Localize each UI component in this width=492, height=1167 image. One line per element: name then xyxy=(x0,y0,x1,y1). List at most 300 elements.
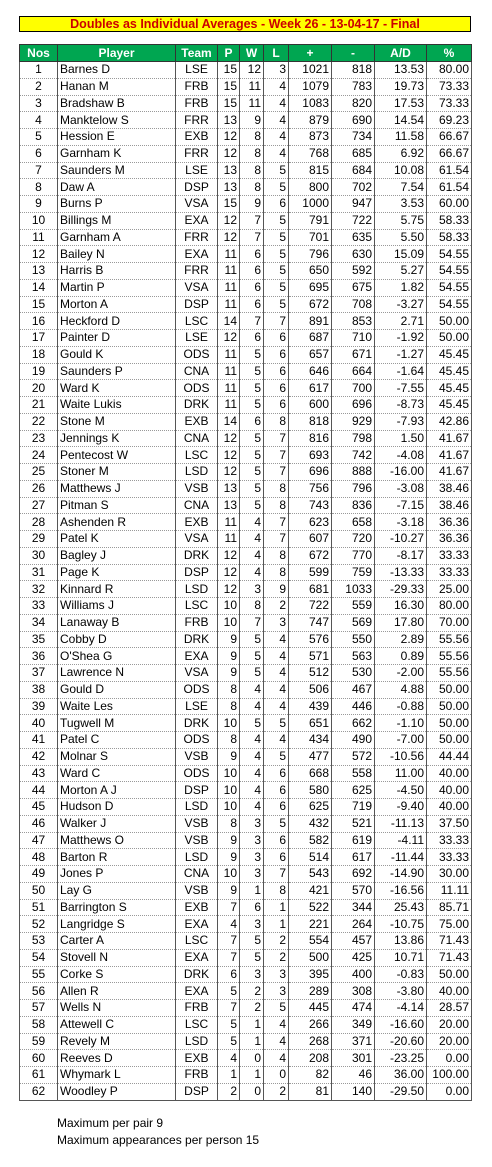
cell-points-against: 685 xyxy=(332,145,375,162)
cell-percentage: 73.33 xyxy=(427,95,472,112)
table-row xyxy=(20,866,472,883)
cell-average-difference: 5.50 xyxy=(375,229,427,246)
cell-average-difference: -10.75 xyxy=(375,916,427,933)
cell-average-difference: 16.30 xyxy=(375,598,427,615)
cell-average-difference: -4.08 xyxy=(375,447,427,464)
cell-lost: 3 xyxy=(264,983,289,1000)
cell-percentage: 61.54 xyxy=(427,179,472,196)
cell-nos: 33 xyxy=(20,598,58,615)
cell-player: Carter A xyxy=(58,933,176,950)
table-row xyxy=(20,430,472,447)
cell-won: 3 xyxy=(240,916,264,933)
cell-nos: 62 xyxy=(20,1083,58,1100)
cell-won: 3 xyxy=(240,815,264,832)
cell-points-against: 625 xyxy=(332,782,375,799)
cell-team: FRR xyxy=(176,145,218,162)
header-played: P xyxy=(218,45,240,62)
cell-nos: 56 xyxy=(20,983,58,1000)
cell-lost: 5 xyxy=(264,296,289,313)
cell-nos: 27 xyxy=(20,497,58,514)
cell-team: FRB xyxy=(176,1067,218,1084)
cell-percentage: 80.00 xyxy=(427,598,472,615)
cell-average-difference: -11.44 xyxy=(375,849,427,866)
cell-played: 11 xyxy=(218,514,240,531)
cell-points-for: 445 xyxy=(289,1000,332,1017)
cell-average-difference: -7.55 xyxy=(375,380,427,397)
cell-points-against: 671 xyxy=(332,346,375,363)
cell-won: 6 xyxy=(240,263,264,280)
cell-won: 7 xyxy=(240,229,264,246)
cell-points-against: 617 xyxy=(332,849,375,866)
cell-points-for: 668 xyxy=(289,765,332,782)
cell-nos: 13 xyxy=(20,263,58,280)
cell-points-against: 770 xyxy=(332,547,375,564)
cell-won: 6 xyxy=(240,246,264,263)
cell-points-for: 815 xyxy=(289,162,332,179)
cell-played: 10 xyxy=(218,782,240,799)
cell-percentage: 20.00 xyxy=(427,1033,472,1050)
cell-played: 11 xyxy=(218,363,240,380)
cell-player: Cobby D xyxy=(58,631,176,648)
footnote-max-per-pair: Maximum per pair 9 xyxy=(57,1116,164,1130)
cell-nos: 50 xyxy=(20,882,58,899)
table-row xyxy=(20,832,472,849)
cell-nos: 35 xyxy=(20,631,58,648)
table-row xyxy=(20,765,472,782)
cell-won: 5 xyxy=(240,447,264,464)
cell-team: FRB xyxy=(176,95,218,112)
cell-average-difference: -16.00 xyxy=(375,464,427,481)
cell-points-against: 563 xyxy=(332,648,375,665)
cell-team: EXA xyxy=(176,916,218,933)
cell-played: 12 xyxy=(218,129,240,146)
cell-nos: 51 xyxy=(20,899,58,916)
cell-points-for: 1079 xyxy=(289,78,332,95)
header-average-difference: A/D xyxy=(375,45,427,62)
cell-team: LSC xyxy=(176,1016,218,1033)
cell-lost: 3 xyxy=(264,966,289,983)
cell-points-against: 947 xyxy=(332,196,375,213)
cell-percentage: 50.00 xyxy=(427,313,472,330)
cell-team: EXA xyxy=(176,212,218,229)
cell-nos: 19 xyxy=(20,363,58,380)
cell-percentage: 42.86 xyxy=(427,413,472,430)
cell-nos: 32 xyxy=(20,581,58,598)
cell-played: 10 xyxy=(218,598,240,615)
table-row xyxy=(20,698,472,715)
cell-nos: 61 xyxy=(20,1067,58,1084)
cell-average-difference: -3.18 xyxy=(375,514,427,531)
cell-played: 7 xyxy=(218,949,240,966)
cell-average-difference: 1.82 xyxy=(375,279,427,296)
cell-average-difference: 0.89 xyxy=(375,648,427,665)
cell-points-for: 818 xyxy=(289,413,332,430)
cell-points-against: 836 xyxy=(332,497,375,514)
cell-won: 4 xyxy=(240,799,264,816)
cell-lost: 4 xyxy=(264,732,289,749)
cell-points-for: 617 xyxy=(289,380,332,397)
cell-won: 4 xyxy=(240,732,264,749)
cell-won: 5 xyxy=(240,631,264,648)
cell-percentage: 58.33 xyxy=(427,229,472,246)
cell-points-against: 264 xyxy=(332,916,375,933)
cell-percentage: 73.33 xyxy=(427,78,472,95)
cell-nos: 29 xyxy=(20,531,58,548)
cell-lost: 8 xyxy=(264,564,289,581)
cell-played: 11 xyxy=(218,263,240,280)
table-row xyxy=(20,246,472,263)
cell-average-difference: -0.88 xyxy=(375,698,427,715)
cell-nos: 57 xyxy=(20,1000,58,1017)
cell-lost: 5 xyxy=(264,715,289,732)
cell-won: 5 xyxy=(240,665,264,682)
cell-points-for: 816 xyxy=(289,430,332,447)
cell-points-for: 1083 xyxy=(289,95,332,112)
table-row xyxy=(20,732,472,749)
cell-played: 10 xyxy=(218,765,240,782)
cell-points-against: 759 xyxy=(332,564,375,581)
cell-won: 3 xyxy=(240,966,264,983)
cell-won: 4 xyxy=(240,531,264,548)
cell-points-against: 696 xyxy=(332,397,375,414)
cell-team: CNA xyxy=(176,363,218,380)
cell-percentage: 70.00 xyxy=(427,614,472,631)
cell-player: Wells N xyxy=(58,1000,176,1017)
cell-points-against: 798 xyxy=(332,430,375,447)
cell-percentage: 50.00 xyxy=(427,966,472,983)
cell-nos: 58 xyxy=(20,1016,58,1033)
cell-won: 1 xyxy=(240,882,264,899)
cell-player: Ward K xyxy=(58,380,176,397)
cell-average-difference: -23.25 xyxy=(375,1050,427,1067)
cell-lost: 2 xyxy=(264,1083,289,1100)
cell-played: 2 xyxy=(218,1083,240,1100)
cell-nos: 45 xyxy=(20,799,58,816)
cell-won: 4 xyxy=(240,547,264,564)
cell-played: 13 xyxy=(218,497,240,514)
cell-points-for: 693 xyxy=(289,447,332,464)
cell-average-difference: -7.93 xyxy=(375,413,427,430)
cell-team: CNA xyxy=(176,497,218,514)
cell-percentage: 71.43 xyxy=(427,949,472,966)
cell-percentage: 41.67 xyxy=(427,447,472,464)
cell-points-for: 543 xyxy=(289,866,332,883)
cell-points-for: 439 xyxy=(289,698,332,715)
cell-nos: 41 xyxy=(20,732,58,749)
cell-team: DSP xyxy=(176,179,218,196)
cell-played: 8 xyxy=(218,732,240,749)
cell-points-against: 457 xyxy=(332,933,375,950)
cell-won: 5 xyxy=(240,497,264,514)
table-row xyxy=(20,899,472,916)
cell-percentage: 45.45 xyxy=(427,363,472,380)
cell-percentage: 45.45 xyxy=(427,380,472,397)
cell-played: 9 xyxy=(218,631,240,648)
cell-played: 11 xyxy=(218,296,240,313)
table-row xyxy=(20,748,472,765)
cell-player: Billings M xyxy=(58,212,176,229)
cell-played: 12 xyxy=(218,229,240,246)
cell-points-for: 743 xyxy=(289,497,332,514)
cell-player: Kinnard R xyxy=(58,581,176,598)
cell-won: 1 xyxy=(240,1033,264,1050)
cell-won: 8 xyxy=(240,598,264,615)
cell-won: 6 xyxy=(240,899,264,916)
cell-lost: 6 xyxy=(264,799,289,816)
cell-percentage: 50.00 xyxy=(427,698,472,715)
cell-lost: 7 xyxy=(264,866,289,883)
cell-played: 4 xyxy=(218,916,240,933)
header-lost: L xyxy=(264,45,289,62)
cell-nos: 23 xyxy=(20,430,58,447)
cell-lost: 7 xyxy=(264,447,289,464)
cell-nos: 44 xyxy=(20,782,58,799)
cell-lost: 4 xyxy=(264,681,289,698)
table-row xyxy=(20,916,472,933)
cell-played: 9 xyxy=(218,665,240,682)
cell-team: DRK xyxy=(176,397,218,414)
cell-player: Pitman S xyxy=(58,497,176,514)
cell-points-against: 400 xyxy=(332,966,375,983)
cell-average-difference: -1.27 xyxy=(375,346,427,363)
table-row xyxy=(20,464,472,481)
cell-team: EXA xyxy=(176,983,218,1000)
cell-average-difference: -3.08 xyxy=(375,480,427,497)
cell-won: 4 xyxy=(240,514,264,531)
cell-player: Bailey N xyxy=(58,246,176,263)
header-player: Player xyxy=(58,45,176,62)
cell-points-against: 301 xyxy=(332,1050,375,1067)
cell-points-against: 796 xyxy=(332,480,375,497)
cell-player: Waite Les xyxy=(58,698,176,715)
cell-nos: 40 xyxy=(20,715,58,732)
header-nos: Nos xyxy=(20,45,58,62)
cell-played: 7 xyxy=(218,899,240,916)
cell-average-difference: -7.00 xyxy=(375,732,427,749)
cell-average-difference: -4.14 xyxy=(375,1000,427,1017)
cell-points-for: 1021 xyxy=(289,62,332,79)
cell-average-difference: -1.64 xyxy=(375,363,427,380)
cell-player: Lay G xyxy=(58,882,176,899)
cell-played: 1 xyxy=(218,1067,240,1084)
cell-percentage: 11.11 xyxy=(427,882,472,899)
cell-points-for: 650 xyxy=(289,263,332,280)
cell-average-difference: -1.92 xyxy=(375,330,427,347)
cell-average-difference: -4.50 xyxy=(375,782,427,799)
cell-average-difference: -9.40 xyxy=(375,799,427,816)
table-row xyxy=(20,447,472,464)
cell-won: 4 xyxy=(240,681,264,698)
cell-nos: 16 xyxy=(20,313,58,330)
table-row xyxy=(20,212,472,229)
cell-lost: 6 xyxy=(264,397,289,414)
cell-nos: 36 xyxy=(20,648,58,665)
table-row xyxy=(20,480,472,497)
cell-average-difference: 4.88 xyxy=(375,681,427,698)
cell-points-against: 820 xyxy=(332,95,375,112)
cell-average-difference: -29.50 xyxy=(375,1083,427,1100)
table-row xyxy=(20,815,472,832)
cell-points-against: 853 xyxy=(332,313,375,330)
cell-points-against: 1033 xyxy=(332,581,375,598)
cell-player: Saunders P xyxy=(58,363,176,380)
cell-team: LSC xyxy=(176,933,218,950)
cell-percentage: 37.50 xyxy=(427,815,472,832)
table-row xyxy=(20,397,472,414)
cell-points-against: 708 xyxy=(332,296,375,313)
cell-percentage: 54.55 xyxy=(427,279,472,296)
cell-lost: 4 xyxy=(264,665,289,682)
cell-team: FRB xyxy=(176,78,218,95)
cell-percentage: 20.00 xyxy=(427,1016,472,1033)
cell-average-difference: 11.00 xyxy=(375,765,427,782)
table-row xyxy=(20,279,472,296)
cell-points-against: 572 xyxy=(332,748,375,765)
cell-average-difference: 2.71 xyxy=(375,313,427,330)
cell-lost: 4 xyxy=(264,648,289,665)
cell-percentage: 0.00 xyxy=(427,1083,472,1100)
cell-lost: 7 xyxy=(264,313,289,330)
cell-lost: 3 xyxy=(264,614,289,631)
cell-team: EXB xyxy=(176,899,218,916)
cell-points-against: 559 xyxy=(332,598,375,615)
cell-nos: 52 xyxy=(20,916,58,933)
cell-nos: 54 xyxy=(20,949,58,966)
cell-played: 8 xyxy=(218,815,240,832)
cell-points-for: 600 xyxy=(289,397,332,414)
cell-team: FRR xyxy=(176,112,218,129)
cell-points-against: 446 xyxy=(332,698,375,715)
cell-average-difference: -13.33 xyxy=(375,564,427,581)
table-row xyxy=(20,598,472,615)
cell-won: 3 xyxy=(240,581,264,598)
cell-points-for: 421 xyxy=(289,882,332,899)
cell-played: 12 xyxy=(218,430,240,447)
cell-points-against: 635 xyxy=(332,229,375,246)
cell-won: 8 xyxy=(240,145,264,162)
cell-played: 8 xyxy=(218,681,240,698)
cell-team: VSB xyxy=(176,748,218,765)
cell-points-against: 521 xyxy=(332,815,375,832)
cell-won: 8 xyxy=(240,162,264,179)
cell-team: LSC xyxy=(176,447,218,464)
cell-percentage: 50.00 xyxy=(427,330,472,347)
cell-points-against: 46 xyxy=(332,1067,375,1084)
cell-nos: 22 xyxy=(20,413,58,430)
cell-points-against: 818 xyxy=(332,62,375,79)
cell-player: Hudson D xyxy=(58,799,176,816)
cell-nos: 59 xyxy=(20,1033,58,1050)
cell-player: Whymark L xyxy=(58,1067,176,1084)
cell-percentage: 33.33 xyxy=(427,564,472,581)
cell-lost: 4 xyxy=(264,78,289,95)
cell-points-for: 651 xyxy=(289,715,332,732)
cell-player: Garnham A xyxy=(58,229,176,246)
cell-lost: 6 xyxy=(264,782,289,799)
cell-nos: 1 xyxy=(20,62,58,79)
cell-team: ODS xyxy=(176,732,218,749)
header-team: Team xyxy=(176,45,218,62)
cell-nos: 42 xyxy=(20,748,58,765)
cell-percentage: 33.33 xyxy=(427,832,472,849)
cell-nos: 55 xyxy=(20,966,58,983)
cell-team: ODS xyxy=(176,346,218,363)
cell-lost: 6 xyxy=(264,346,289,363)
cell-points-for: 672 xyxy=(289,296,332,313)
cell-points-against: 710 xyxy=(332,330,375,347)
table-row xyxy=(20,162,472,179)
cell-player: Revely M xyxy=(58,1033,176,1050)
cell-team: VSA xyxy=(176,665,218,682)
cell-team: VSB xyxy=(176,815,218,832)
averages-table xyxy=(19,44,472,1101)
cell-percentage: 38.46 xyxy=(427,497,472,514)
cell-points-for: 571 xyxy=(289,648,332,665)
table-row xyxy=(20,799,472,816)
cell-played: 11 xyxy=(218,397,240,414)
cell-average-difference: -3.80 xyxy=(375,983,427,1000)
cell-played: 13 xyxy=(218,179,240,196)
table-row xyxy=(20,1033,472,1050)
cell-played: 8 xyxy=(218,698,240,715)
cell-won: 4 xyxy=(240,765,264,782)
cell-team: DRK xyxy=(176,547,218,564)
table-row xyxy=(20,882,472,899)
cell-played: 13 xyxy=(218,112,240,129)
table-row xyxy=(20,1050,472,1067)
cell-percentage: 85.71 xyxy=(427,899,472,916)
cell-percentage: 50.00 xyxy=(427,732,472,749)
cell-lost: 5 xyxy=(264,246,289,263)
cell-average-difference: -14.90 xyxy=(375,866,427,883)
cell-team: FRB xyxy=(176,614,218,631)
cell-points-against: 675 xyxy=(332,279,375,296)
cell-team: DSP xyxy=(176,1083,218,1100)
cell-lost: 6 xyxy=(264,765,289,782)
cell-won: 3 xyxy=(240,849,264,866)
table-row xyxy=(20,263,472,280)
table-row xyxy=(20,966,472,983)
cell-lost: 4 xyxy=(264,95,289,112)
cell-played: 12 xyxy=(218,145,240,162)
cell-nos: 10 xyxy=(20,212,58,229)
cell-won: 5 xyxy=(240,430,264,447)
table-row xyxy=(20,531,472,548)
cell-points-for: 500 xyxy=(289,949,332,966)
cell-played: 14 xyxy=(218,313,240,330)
cell-lost: 2 xyxy=(264,949,289,966)
cell-average-difference: 17.80 xyxy=(375,614,427,631)
cell-points-against: 467 xyxy=(332,681,375,698)
table-row xyxy=(20,179,472,196)
table-row xyxy=(20,95,472,112)
table-row xyxy=(20,296,472,313)
report-title: Doubles as Individual Averages - Week 26 - 13-04-17 - Final xyxy=(19,16,471,32)
cell-team: LSD xyxy=(176,1033,218,1050)
cell-won: 3 xyxy=(240,866,264,883)
header-won: W xyxy=(240,45,264,62)
cell-lost: 5 xyxy=(264,263,289,280)
cell-nos: 43 xyxy=(20,765,58,782)
cell-team: CNA xyxy=(176,866,218,883)
cell-played: 15 xyxy=(218,196,240,213)
cell-points-for: 891 xyxy=(289,313,332,330)
cell-team: FRR xyxy=(176,263,218,280)
cell-player: Manktelow S xyxy=(58,112,176,129)
cell-played: 5 xyxy=(218,1033,240,1050)
cell-points-for: 623 xyxy=(289,514,332,531)
cell-won: 3 xyxy=(240,832,264,849)
